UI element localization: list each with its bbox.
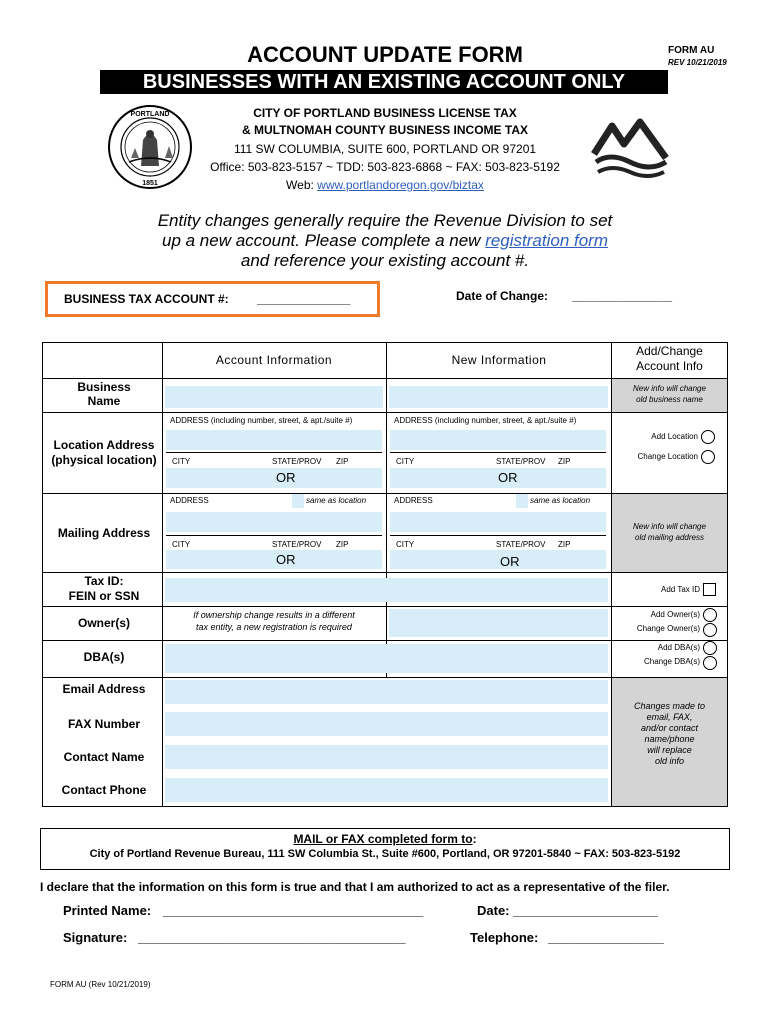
date-field[interactable]: ____________________	[513, 903, 658, 918]
add-dba-radio[interactable]	[703, 641, 717, 655]
fax-field[interactable]	[165, 712, 608, 736]
mailing-city-label-new: CITY	[396, 540, 415, 549]
form-code: FORM AU	[668, 45, 715, 56]
location-address-hint-new: ADDRESS (including number, street, & apt./suite #)	[394, 416, 577, 425]
business-name-note-2: old business name	[636, 395, 703, 404]
tax-id-label-1: Tax ID:	[84, 574, 124, 588]
owners-note-1: If ownership change results in a different	[193, 610, 355, 620]
mailing-city-current-field[interactable]	[166, 550, 382, 569]
mailing-zip-label-new: ZIP	[558, 540, 571, 549]
location-address-hint-current: ADDRESS (including number, street, & apt./suite #)	[170, 416, 353, 425]
col-add-change-1: Add/Change	[636, 344, 703, 358]
business-name-note-1: New info will change	[633, 384, 706, 393]
mailing-address-label: Mailing Address	[57, 526, 151, 540]
location-or-current: OR	[276, 470, 296, 485]
email-field[interactable]	[165, 680, 608, 704]
mailing-state-label-current: STATE/PROV	[272, 540, 322, 549]
same-as-location-current: same as location	[306, 496, 367, 505]
svg-text:PORTLAND: PORTLAND	[130, 111, 170, 118]
add-owners-label: Add Owner(s)	[650, 610, 700, 619]
mailing-address-hint-current: ADDRESS	[170, 496, 209, 505]
location-state-label-new: STATE/PROV	[496, 457, 546, 466]
telephone-field[interactable]: ________________	[548, 930, 664, 945]
add-dba-label: Add DBA(s)	[657, 643, 700, 652]
location-label-1: Location Address	[53, 438, 155, 452]
mailing-address-hint-new: ADDRESS	[394, 496, 433, 505]
dba-field[interactable]	[165, 644, 608, 673]
footer-form-code: FORM AU (Rev 10/21/2019)	[50, 980, 151, 989]
revenue-logo	[590, 114, 670, 184]
notice-line-1: Entity changes generally require the Revenue Division to set	[157, 211, 613, 230]
agency-line-2: & MULTNOMAH COUNTY BUSINESS INCOME TAX	[241, 123, 528, 137]
location-zip-label-new: ZIP	[558, 457, 571, 466]
registration-form-link[interactable]: registration form	[485, 231, 609, 250]
mailing-zip-label-current: ZIP	[336, 540, 349, 549]
mailing-city-label-current: CITY	[172, 540, 191, 549]
same-as-location-current-box[interactable]	[292, 494, 304, 508]
seal-icon	[107, 104, 193, 190]
telephone-label: Telephone:	[470, 930, 539, 945]
owners-new-field[interactable]	[389, 609, 608, 637]
city-seal	[107, 104, 193, 190]
change-dba-label: Change DBA(s)	[643, 657, 700, 666]
agency-line-1: CITY OF PORTLAND BUSINESS LICENSE TAX	[253, 106, 517, 120]
col-new-info: New Information	[451, 353, 547, 367]
agency-web: Web: www.portlandoregon.gov/biztax	[286, 178, 484, 192]
printed-name-field[interactable]: ____________________________________	[163, 903, 424, 918]
location-zip-label-current: ZIP	[336, 457, 349, 466]
agency-phones: Office: 503-823-5157 ~ TDD: 503-823-6868 ~ FAX: 503-823-5192	[210, 160, 560, 174]
account-number-label: BUSINESS TAX ACCOUNT #:	[64, 292, 229, 306]
mailing-or-new: OR	[500, 554, 520, 569]
col-add-change-2: Account Info	[636, 359, 703, 373]
change-owners-radio[interactable]	[703, 623, 717, 637]
svg-text:1851: 1851	[142, 180, 158, 187]
mailing-note-1: New info will change	[633, 522, 706, 531]
form-subtitle: BUSINESSES WITH AN EXISTING ACCOUNT ONLY	[100, 70, 668, 94]
contact-phone-label: Contact Phone	[61, 783, 147, 797]
account-number-field[interactable]: ______________	[257, 292, 351, 306]
revision-date: REV 10/21/2019	[668, 58, 727, 67]
change-location-label: Change Location	[637, 452, 698, 461]
contact-name-field[interactable]	[165, 745, 608, 769]
business-name-label-2: Name	[87, 394, 121, 408]
add-location-label: Add Location	[651, 432, 698, 441]
contact-phone-field[interactable]	[165, 778, 608, 802]
location-city-label-current: CITY	[172, 457, 191, 466]
add-owners-radio[interactable]	[703, 608, 717, 622]
add-tax-id-label: Add Tax ID	[661, 585, 700, 594]
same-as-location-new-box[interactable]	[516, 494, 528, 508]
date-label: Date:	[477, 903, 510, 918]
mailing-address-current-field[interactable]	[166, 512, 382, 532]
location-address-current-field[interactable]	[166, 430, 382, 450]
date-of-change-field[interactable]: _______________	[572, 289, 673, 303]
location-or-new: OR	[498, 470, 518, 485]
notice-line-3: and reference your existing account #.	[240, 251, 530, 270]
date-of-change-label: Date of Change:	[456, 289, 549, 303]
col-account-info: Account Information	[215, 353, 333, 367]
email-label: Email Address	[62, 682, 146, 696]
signature-label: Signature:	[63, 930, 128, 945]
fax-label: FAX Number	[67, 717, 140, 731]
signature-field[interactable]: _____________________________________	[138, 930, 406, 945]
location-label-2: (physical location)	[51, 453, 157, 467]
business-name-current-field[interactable]	[165, 386, 383, 408]
mailing-address-new-field[interactable]	[390, 512, 606, 532]
change-location-radio[interactable]	[701, 450, 715, 464]
mailing-or-current: OR	[276, 552, 296, 567]
mountain-logo-icon	[590, 114, 670, 184]
mail-heading: MAIL or FAX completed form to:	[293, 832, 477, 846]
location-city-current-field[interactable]	[166, 468, 382, 488]
contact-name-label: Contact Name	[63, 750, 145, 764]
dba-label: DBA(s)	[83, 650, 125, 664]
form-title: ACCOUNT UPDATE FORM	[247, 42, 523, 67]
owners-note-2: tax entity, a new registration is required	[196, 622, 352, 632]
owners-label: Owner(s)	[77, 616, 130, 630]
add-tax-id-checkbox[interactable]	[703, 583, 716, 596]
location-city-label-new: CITY	[396, 457, 415, 466]
tax-id-field[interactable]	[165, 578, 608, 602]
mailing-note-2: old mailing address	[635, 533, 704, 542]
same-as-location-new: same as location	[530, 496, 591, 505]
agency-address: 111 SW COLUMBIA, SUITE 600, PORTLAND OR 97201	[233, 142, 537, 156]
notice-line-2: up a new account. Please complete a new registration form	[161, 231, 609, 250]
change-dba-radio[interactable]	[703, 656, 717, 670]
business-name-label-1: Business	[77, 380, 131, 394]
declaration: I declare that the information on this form is true and that I am authorized to act as a representative of the filer.	[40, 880, 670, 894]
location-state-label-current: STATE/PROV	[272, 457, 322, 466]
location-address-new-field[interactable]	[390, 430, 606, 450]
tax-id-label-2: FEIN or SSN	[68, 589, 140, 603]
mail-address: City of Portland Revenue Bureau, 111 SW Columbia St., Suite #600, Portland, OR 97201-5840 ~ FAX: 503-823-5192	[89, 848, 681, 860]
printed-name-label: Printed Name:	[63, 903, 152, 918]
mailing-city-new-field[interactable]	[390, 550, 606, 569]
mailing-state-label-new: STATE/PROV	[496, 540, 546, 549]
contact-note: Changes made to email, FAX, and/or contact name/phone will replace old info	[633, 701, 706, 766]
business-name-new-field[interactable]	[389, 386, 608, 408]
change-owners-label: Change Owner(s)	[636, 624, 700, 633]
add-location-radio[interactable]	[701, 430, 715, 444]
web-link[interactable]: www.portlandoregon.gov/biztax	[317, 178, 484, 192]
